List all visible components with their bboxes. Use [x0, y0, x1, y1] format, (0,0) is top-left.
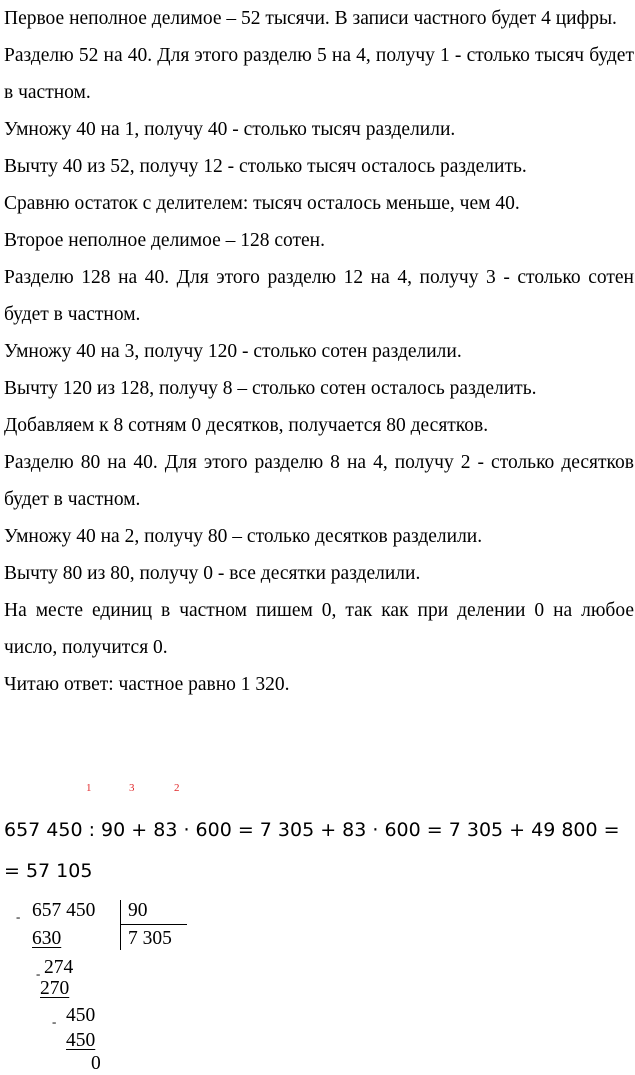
- subtrahend: 450: [66, 1030, 96, 1051]
- paragraph: Читаю ответ: частное равно 1 320.: [4, 674, 290, 695]
- dividend: 657 450: [32, 900, 96, 921]
- order-mark-addition: 3: [129, 782, 135, 794]
- paragraph: На месте единиц в частном пишем 0, так как при делении 0 на любое число, получится 0.: [4, 600, 634, 658]
- paragraph: Разделю 128 на 40. Для этого разделю 12 на 4, получу 3 - столько сотен будет в частном.: [4, 267, 634, 325]
- paragraph: Второе неполное делимое – 128 сотен.: [4, 230, 325, 251]
- paragraph: Вычту 120 из 128, получу 8 – столько сотен осталось разделить.: [4, 378, 537, 399]
- paragraph: Вычту 80 из 80, получу 0 - все десятки разделили.: [4, 563, 421, 584]
- remainder: 450: [66, 1005, 96, 1026]
- divisor: 90: [128, 900, 148, 921]
- subtrahend: 630: [32, 928, 62, 949]
- subtrahend: 270: [40, 978, 70, 999]
- paragraph: Первое неполное делимое – 52 тысячи. В записи частного будет 4 цифры.: [4, 8, 617, 29]
- remainder: 274: [44, 957, 74, 978]
- paragraph: Разделю 52 на 40. Для этого разделю 5 на 4, получу 1 - столько тысяч будет в частном.: [4, 45, 634, 103]
- division-bracket-horizontal: [120, 924, 187, 925]
- minus-sign: -: [36, 966, 41, 981]
- paragraph: Умножу 40 на 2, получу 80 – столько десятков разделили.: [4, 526, 483, 547]
- minus-sign: -: [52, 1014, 57, 1029]
- paragraph: Умножу 40 на 3, получу 120 - столько сотен разделили.: [4, 341, 462, 362]
- paragraph: Вычту 40 из 52, получу 12 - столько тысяч осталось разделить.: [4, 156, 527, 177]
- division-bracket-vertical: [120, 900, 121, 950]
- minus-sign: -: [16, 909, 21, 924]
- paragraph: Умножу 40 на 1, получу 40 - столько тысяч разделили.: [4, 119, 456, 140]
- paragraph: Сравню остаток с делителем: тысяч осталось меньше, чем 40.: [4, 193, 520, 214]
- order-mark-division: 1: [86, 782, 92, 794]
- paragraph: Добавляем к 8 сотням 0 десятков, получается 80 десятков.: [4, 415, 489, 436]
- paragraph: Разделю 80 на 40. Для этого разделю 8 на 4, получу 2 - столько десятков будет в частном.: [4, 452, 634, 510]
- remainder: 0: [91, 1053, 101, 1074]
- expression-line-2: = 57 105: [4, 860, 93, 882]
- order-mark-multiplication: 2: [174, 782, 180, 794]
- expression-line-1: 657 450 : 90 + 83 · 600 = 7 305 + 83 · 600 = 7 305 + 49 800 =: [4, 819, 620, 841]
- quotient: 7 305: [128, 928, 172, 949]
- solution-text: [4, 0, 634, 703]
